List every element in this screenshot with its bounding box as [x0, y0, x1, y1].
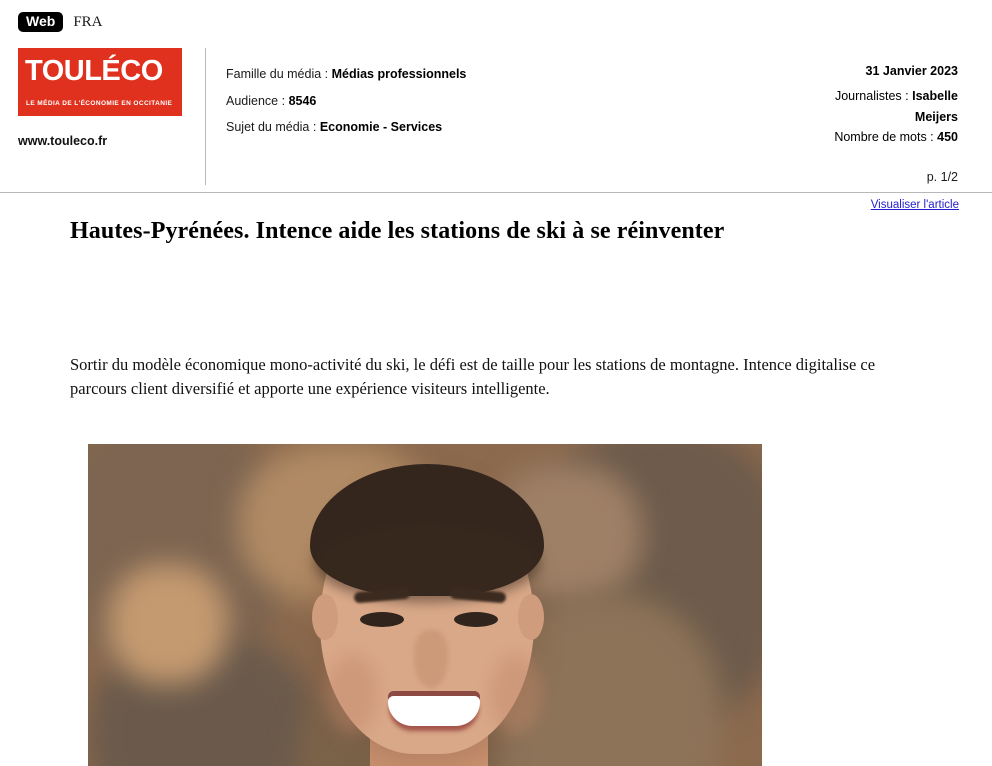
article-body	[0, 210, 992, 401]
media-website-url: www.touleco.fr	[18, 134, 108, 148]
photo-mouth	[388, 696, 480, 726]
article-photo	[88, 444, 762, 766]
article-lede: Sortir du modèle économique mono-activité du ski, le défi est de taille pour les stations de montagne. Intence digitalise ce parcours client diversifié et apporte une expérience visiteurs intelligente.	[70, 355, 876, 398]
meta-label-audience: Audience :	[226, 93, 286, 108]
country-code: FRA	[73, 13, 103, 30]
media-type-row	[0, 0, 992, 32]
photo-background-blob	[108, 564, 228, 684]
logo-tagline: LE MÉDIA DE L'ÉCONOMIE EN OCCITANIE	[26, 100, 173, 107]
photo-ear-right	[518, 594, 544, 640]
meta-value-family: Médias professionnels	[331, 67, 467, 81]
visualiser-article-link[interactable]: Visualiser l'article	[870, 199, 959, 211]
page-number: p. 1/2	[926, 170, 958, 184]
photo-cheek-left	[326, 654, 378, 734]
journalist-label: Journalistes :	[834, 89, 909, 104]
journalist-row	[618, 87, 958, 106]
word-count-value: 450	[937, 130, 958, 145]
meta-row-audience	[226, 95, 466, 108]
meta-row-family	[226, 68, 466, 81]
journalist-row-2	[618, 108, 958, 127]
meta-row-subject	[226, 121, 466, 134]
document-header	[0, 0, 992, 211]
meta-value-audience: 8546	[288, 93, 317, 108]
web-badge: Web	[18, 12, 63, 32]
touleco-logo	[18, 48, 182, 116]
publication-metadata	[618, 62, 958, 149]
portrait-photo	[88, 444, 762, 766]
logo-column	[0, 48, 205, 148]
photo-eye-right	[454, 612, 498, 627]
logo-title: TOULÉCO	[25, 55, 163, 87]
photo-hair-shadow	[314, 522, 540, 602]
meta-value-subject: Economie - Services	[319, 120, 443, 134]
photo-eye-left	[360, 612, 404, 627]
photo-ear-left	[312, 594, 338, 640]
photo-cheek-right	[490, 654, 542, 734]
meta-label-subject: Sujet du média :	[226, 120, 317, 134]
header-divider	[0, 192, 992, 193]
journalist-name: Isabelle	[912, 89, 958, 104]
media-metadata	[226, 68, 466, 148]
word-count-label: Nombre de mots :	[834, 130, 934, 145]
journalist-surname: Meijers	[914, 109, 958, 124]
publication-date: 31 Janvier 2023	[865, 64, 958, 78]
header-vertical-divider	[205, 48, 206, 185]
word-count-row	[618, 128, 958, 147]
photo-nose	[414, 630, 448, 688]
meta-label-family: Famille du média :	[226, 67, 329, 81]
article-title: Hautes-Pyrénées. Intence aide les stations de ski à se réinventer	[70, 218, 725, 244]
